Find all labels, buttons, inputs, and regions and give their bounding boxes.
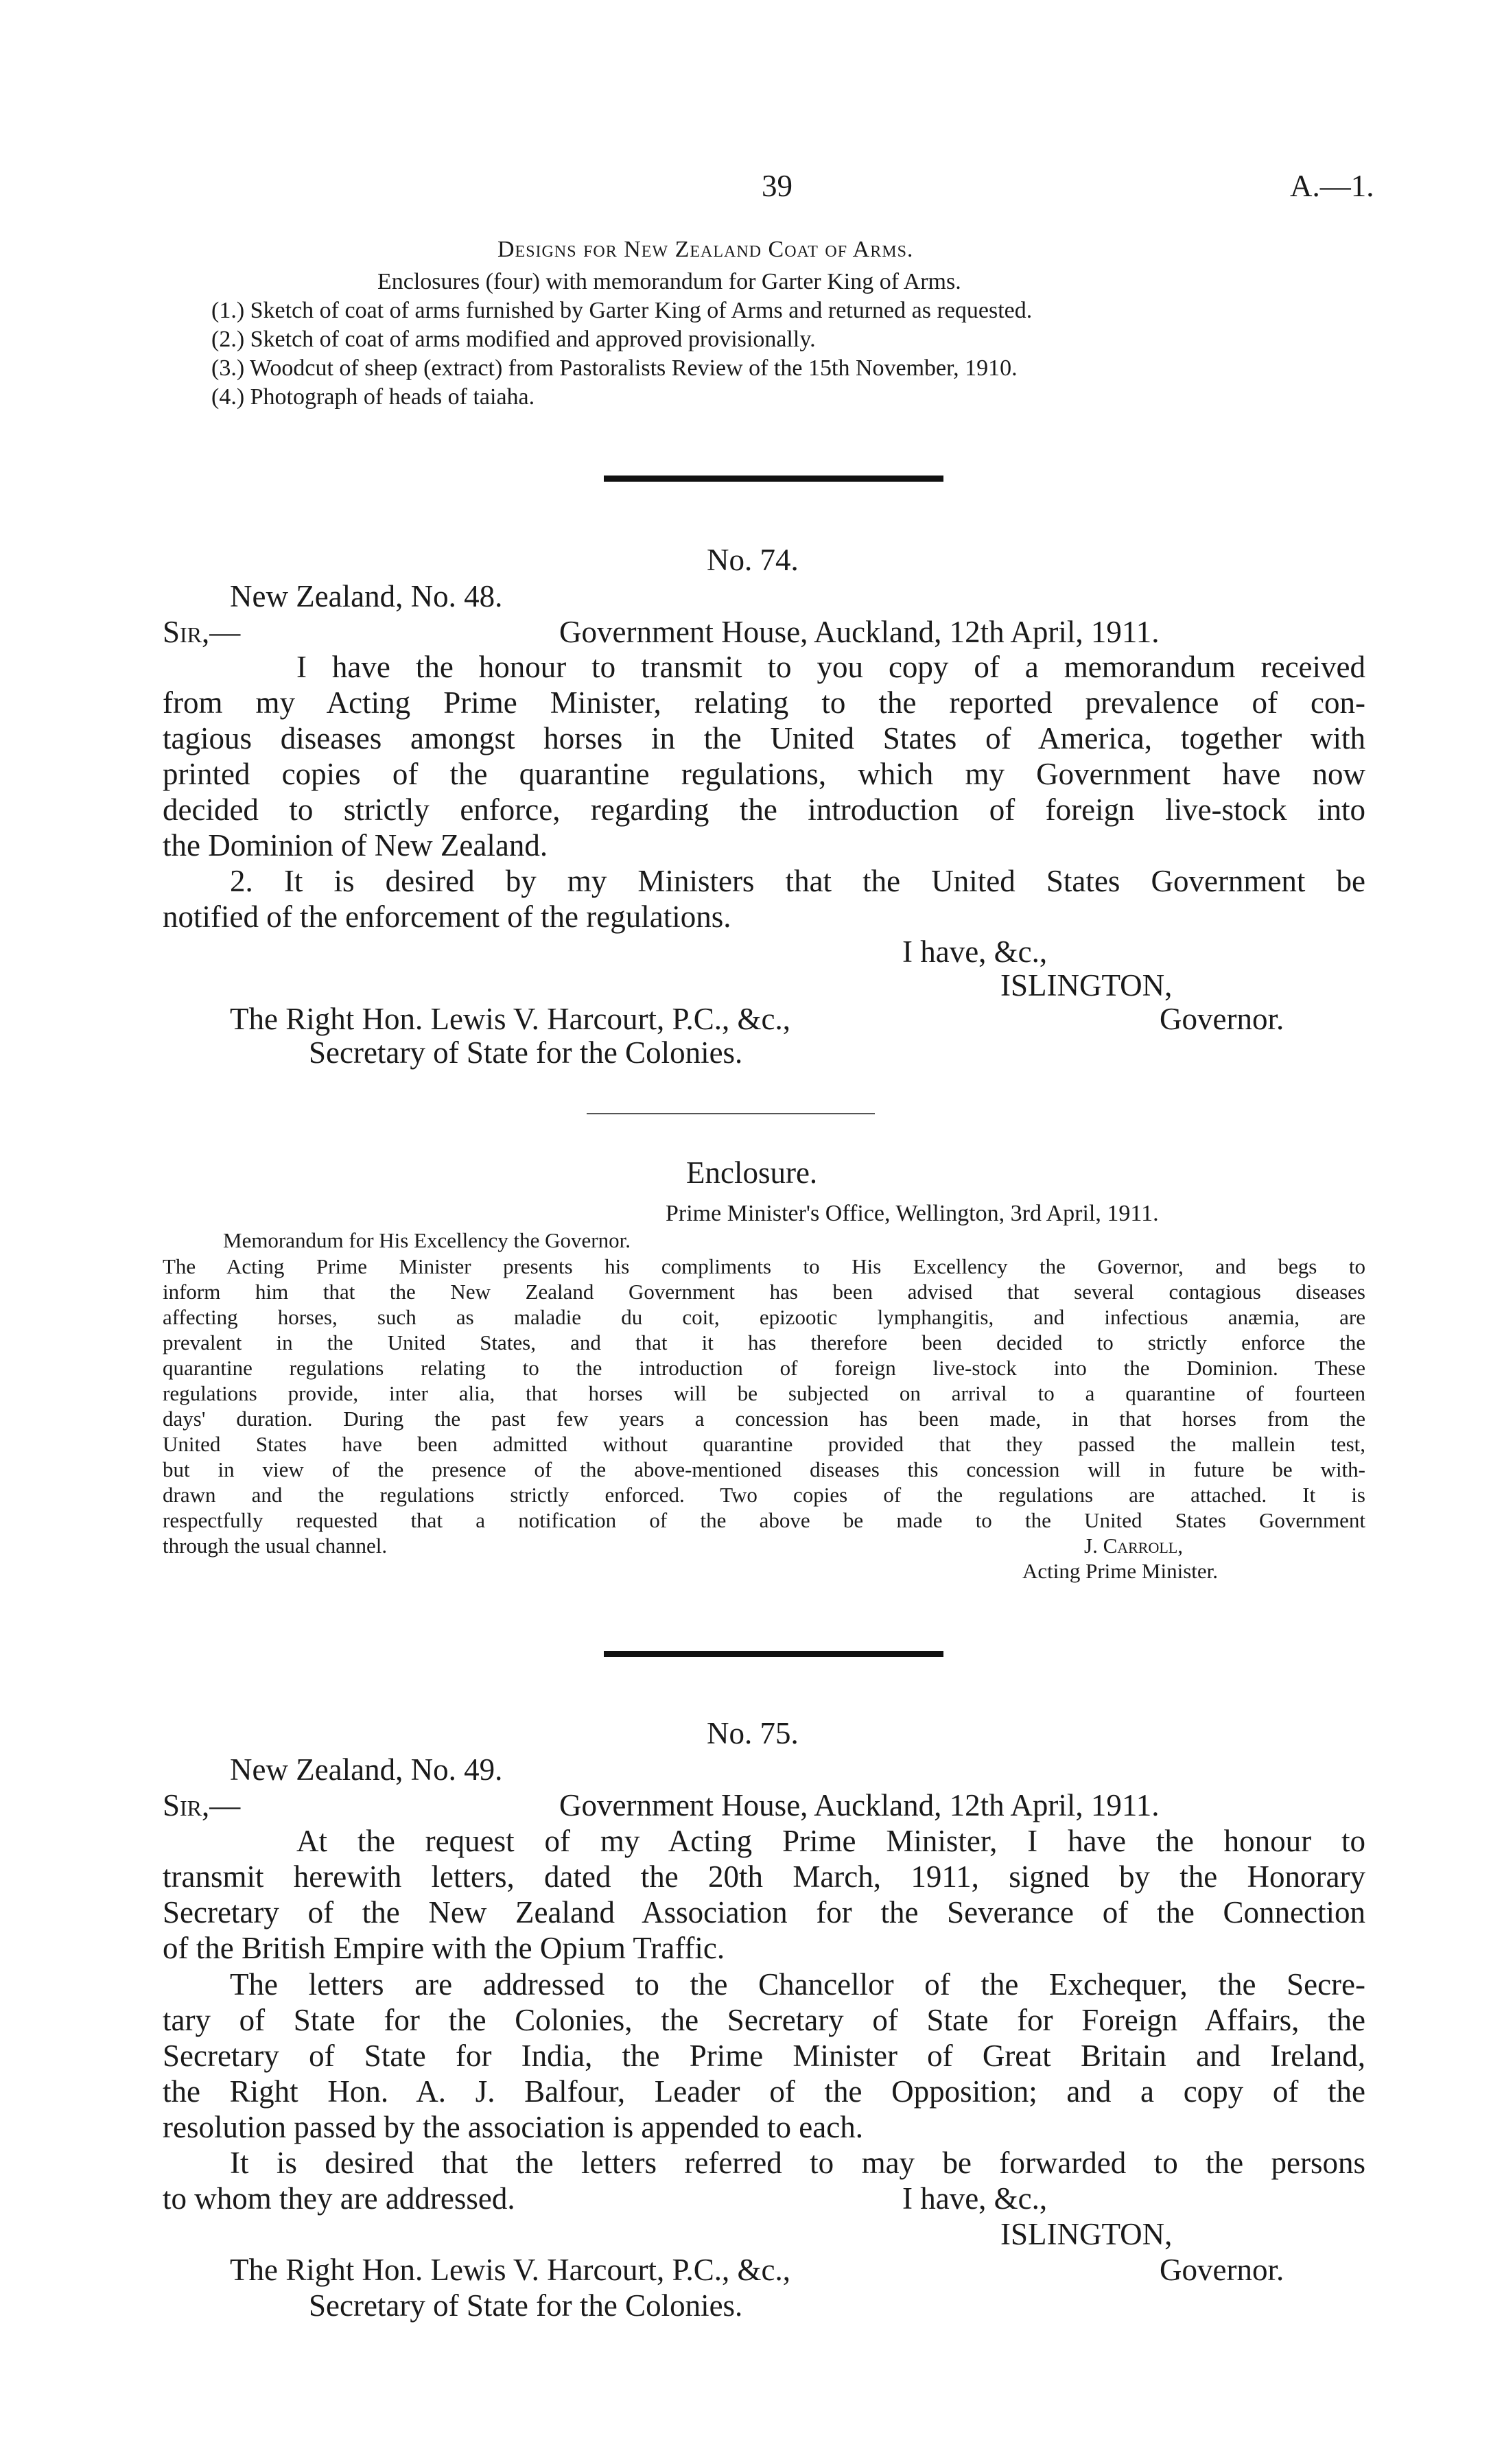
letter-74-line: the Dominion of New Zealand. bbox=[163, 828, 548, 863]
designs-item-3: (3.) Woodcut of sheep (extract) from Pastoralists Review of the 15th November, 1910. bbox=[211, 355, 1018, 381]
letter-74-sign-title: Governor. bbox=[1160, 1002, 1284, 1036]
page-number: 39 bbox=[762, 169, 793, 203]
letter-75-line: the Right Hon. A. J. Balfour, Leader of the Opposition; and a copy of the bbox=[163, 2074, 1365, 2109]
letter-75-line: of the British Empire with the Opium Traffic. bbox=[163, 1931, 725, 1965]
enclosure-divider bbox=[587, 1113, 875, 1114]
letter-75-line: resolution passed by the association is appended to each. bbox=[163, 2110, 863, 2144]
letter-74-line: I have the honour to transmit to you copy of a memorandum received bbox=[296, 650, 1365, 684]
letter-74-line: 2. It is desired by my Ministers that the United States Government be bbox=[230, 864, 1365, 898]
enclosure-line: quarantine regulations relating to the introduction of foreign live-stock into the Dominion. These bbox=[163, 1356, 1365, 1380]
letter-74-line: tagious diseases amongst horses in the United States of America, together with bbox=[163, 721, 1365, 755]
letter-75-line: It is desired that the letters referred to may be forwarded to the persons bbox=[230, 2146, 1365, 2180]
letter-74-closing: I have, &c., bbox=[902, 935, 1048, 969]
designs-item-4: (4.) Photograph of heads of taiaha. bbox=[211, 384, 535, 410]
letter-75-dateline: Government House, Auckland, 12th April, 1911. bbox=[559, 1788, 1160, 1822]
letter-75-line: transmit herewith letters, dated the 20th March, 1911, signed by the Honorary bbox=[163, 1859, 1365, 1894]
letter-75-line: tary of State for the Colonies, the Secretary of State for Foreign Affairs, the bbox=[163, 2003, 1365, 2037]
enclosure-line: United States have been admitted without quarantine provided that they passed the mallein test, bbox=[163, 1432, 1365, 1456]
letter-74-line: from my Acting Prime Minister, relating to the reported prevalence of con- bbox=[163, 685, 1365, 720]
enclosure-line: but in view of the presence of the above-mentioned diseases this concession will in future be with- bbox=[163, 1457, 1365, 1481]
designs-item-2: (2.) Sketch of coat of arms modified and approved provisionally. bbox=[211, 327, 816, 352]
letter-75-signature: ISLINGTON, bbox=[1000, 2217, 1173, 2251]
letter-75-line: Secretary of State for India, the Prime Minister of Great Britain and Ireland, bbox=[163, 2039, 1365, 2073]
enclosure-memo-heading: Memorandum for His Excellency the Governor. bbox=[223, 1228, 631, 1252]
document-reference: A.—1. bbox=[1290, 169, 1374, 203]
section-divider bbox=[604, 1651, 943, 1657]
enclosure-title: Enclosure. bbox=[686, 1155, 818, 1190]
designs-intro: Enclosures (four) with memorandum for Garter King of Arms. bbox=[377, 269, 961, 294]
letter-74-signature: ISLINGTON, bbox=[1000, 968, 1173, 1002]
letter-75-line: The letters are addressed to the Chancellor of the Exchequer, the Secre- bbox=[230, 1967, 1365, 2002]
letter-74-nz-ref: New Zealand, No. 48. bbox=[230, 579, 503, 613]
enclosure-line: respectfully requested that a notification of the above be made to the United States Government bbox=[163, 1508, 1365, 1532]
letter-75-closing: I have, &c., bbox=[902, 2181, 1048, 2216]
enclosure-line: through the usual channel. bbox=[163, 1534, 388, 1558]
enclosure-line: inform him that the New Zealand Government has been advised that several contagious diseases bbox=[163, 1280, 1365, 1304]
section-divider bbox=[604, 476, 943, 482]
designs-title: Designs for New Zealand Coat of Arms. bbox=[497, 237, 914, 262]
enclosure-line: The Acting Prime Minister presents his compliments to His Excellency the Governor, and begs to bbox=[163, 1254, 1365, 1278]
letter-75-addressee: The Right Hon. Lewis V. Harcourt, P.C., &c., bbox=[230, 2253, 791, 2287]
letter-74-salutation: Sir,— bbox=[163, 615, 241, 649]
letter-74-line: decided to strictly enforce, regarding the introduction of foreign live-stock into bbox=[163, 793, 1365, 827]
enclosure-line: days' duration. During the past few years a concession has been made, in that horses from the bbox=[163, 1407, 1365, 1431]
enclosure-line: regulations provide, inter alia, that horses will be subjected on arrival to a quarantine of fourteen bbox=[163, 1381, 1365, 1405]
letter-75-line: At the request of my Acting Prime Minister, I have the honour to bbox=[296, 1824, 1365, 1858]
letter-74-addressee-office: Secretary of State for the Colonies. bbox=[309, 1035, 743, 1070]
letter-75-number: No. 75. bbox=[707, 1716, 799, 1750]
letter-74-line: printed copies of the quarantine regulations, which my Government have now bbox=[163, 757, 1365, 791]
letter-75-line: Secretary of the New Zealand Association for the Severance of the Connection bbox=[163, 1895, 1365, 1929]
letter-75-line: to whom they are addressed. bbox=[163, 2181, 515, 2216]
letter-74-number: No. 74. bbox=[707, 543, 799, 577]
enclosure-signature: J. Carroll, bbox=[1084, 1534, 1183, 1558]
letter-75-sign-title: Governor. bbox=[1160, 2253, 1284, 2287]
enclosure-line: affecting horses, such as maladie du coit, epizootic lymphangitis, and infectious anæmia, are bbox=[163, 1305, 1365, 1329]
enclosure-dateline: Prime Minister's Office, Wellington, 3rd April, 1911. bbox=[666, 1201, 1159, 1226]
enclosure-line: drawn and the regulations strictly enforced. Two copies of the regulations are attached. It is bbox=[163, 1483, 1365, 1507]
letter-75-addressee-office: Secretary of State for the Colonies. bbox=[309, 2288, 743, 2323]
letter-74-line: notified of the enforcement of the regulations. bbox=[163, 900, 731, 934]
enclosure-sign-title: Acting Prime Minister. bbox=[1022, 1559, 1219, 1583]
letter-74-addressee: The Right Hon. Lewis V. Harcourt, P.C., &c., bbox=[230, 1002, 791, 1036]
letter-74-dateline: Government House, Auckland, 12th April, 1911. bbox=[559, 615, 1160, 649]
designs-item-1: (1.) Sketch of coat of arms furnished by Garter King of Arms and returned as requested. bbox=[211, 298, 1033, 323]
enclosure-line: prevalent in the United States, and that it has therefore been decided to strictly enforce the bbox=[163, 1330, 1365, 1354]
letter-75-salutation: Sir,— bbox=[163, 1788, 241, 1822]
letter-75-nz-ref: New Zealand, No. 49. bbox=[230, 1752, 503, 1787]
